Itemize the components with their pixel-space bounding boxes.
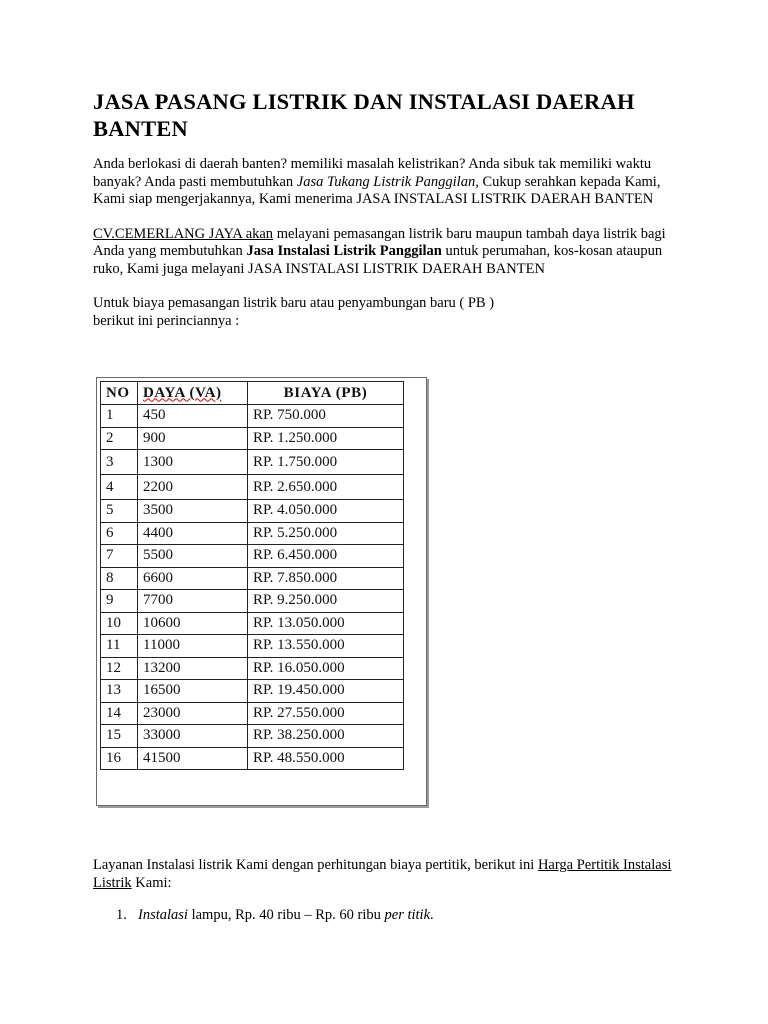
pertitik-link[interactable]: Harga Pertitik Instalasi Listrik bbox=[93, 857, 672, 891]
pertitik-text-1: Layanan Instalasi listrik Kami dengan perhitungan biaya pertitik, berikut ini bbox=[93, 857, 538, 873]
document-body bbox=[93, 88, 673, 330]
cell-daya: 5500 bbox=[138, 545, 248, 568]
intro-text-2: , Cukup serahkan kepada Kami, Kami siap mengerjakannya, Kami menerima JASA INSTALASI LISTRIK DAERAH BANTEN bbox=[93, 173, 661, 207]
cell-biaya: RP. 5.250.000 bbox=[248, 522, 404, 545]
list-item-text-1: lampu, Rp. 40 ribu – Rp. 60 ribu bbox=[187, 907, 385, 923]
cell-no: 10 bbox=[101, 612, 138, 635]
cell-biaya: RP. 16.050.000 bbox=[248, 657, 404, 680]
cell-biaya: RP. 2.650.000 bbox=[248, 475, 404, 500]
company-text-2: untuk perumahan, kos-kosan ataupun ruko, Kami juga melayani JASA INSTALASI LISTRIK DAERAH BANTEN bbox=[93, 243, 663, 277]
table-row bbox=[101, 405, 404, 428]
table-row bbox=[101, 635, 404, 658]
company-link[interactable]: CV.CEMERLANG JAYA akan bbox=[93, 225, 274, 242]
cell-daya: 23000 bbox=[138, 702, 248, 725]
cell-daya: 900 bbox=[138, 427, 248, 450]
list-item bbox=[93, 907, 434, 925]
table-row bbox=[101, 450, 404, 475]
cell-biaya: RP. 9.250.000 bbox=[248, 590, 404, 613]
table-row bbox=[101, 500, 404, 523]
list-item-italic-2: per titik bbox=[384, 907, 431, 923]
page-title: JASA PASANG LISTRIK DAN INSTALASI DAERAH BANTEN bbox=[93, 89, 635, 141]
intro-text-1: Anda berlokasi di daerah banten? memiliki masalah kelistrikan? Anda sibuk tak memiliki waktu banyak? Anda pasti membutuhkan bbox=[93, 156, 652, 190]
intro-italic: Jasa Tukang Listrik Panggilan bbox=[296, 173, 476, 190]
cell-biaya: RP. 48.550.000 bbox=[248, 747, 404, 770]
cell-no: 9 bbox=[101, 590, 138, 613]
cell-no: 6 bbox=[101, 522, 138, 545]
cell-no: 14 bbox=[101, 702, 138, 725]
price-table-image bbox=[96, 377, 427, 806]
cell-daya: 3500 bbox=[138, 500, 248, 523]
cell-biaya: RP. 13.550.000 bbox=[248, 635, 404, 658]
cell-daya: 10600 bbox=[138, 612, 248, 635]
cell-daya: 16500 bbox=[138, 680, 248, 703]
table-row bbox=[101, 567, 404, 590]
table-row bbox=[101, 657, 404, 680]
table-header-row bbox=[101, 382, 404, 405]
cell-biaya: RP. 1.750.000 bbox=[248, 450, 404, 475]
cell-daya: 7700 bbox=[138, 590, 248, 613]
table-row bbox=[101, 702, 404, 725]
cell-no: 11 bbox=[101, 635, 138, 658]
cell-biaya: RP. 7.850.000 bbox=[248, 567, 404, 590]
table-row bbox=[101, 522, 404, 545]
cell-biaya: RP. 4.050.000 bbox=[248, 500, 404, 523]
cell-biaya: RP. 13.050.000 bbox=[248, 612, 404, 635]
price-table bbox=[100, 381, 404, 770]
cell-daya: 4400 bbox=[138, 522, 248, 545]
cell-biaya: RP. 1.250.000 bbox=[248, 427, 404, 450]
table-row bbox=[101, 612, 404, 635]
header-daya bbox=[138, 382, 248, 405]
company-text-1: melayani pemasangan listrik baru maupun tambah daya listrik bagi Anda yang membutuhkan bbox=[93, 225, 666, 259]
cell-biaya: RP. 38.250.000 bbox=[248, 725, 404, 748]
cell-no: 7 bbox=[101, 545, 138, 568]
table-row bbox=[101, 747, 404, 770]
cost-intro-paragraph bbox=[93, 295, 673, 330]
table-row bbox=[101, 427, 404, 450]
pertitik-paragraph bbox=[93, 857, 673, 892]
cell-biaya: RP. 750.000 bbox=[248, 405, 404, 428]
table-row bbox=[101, 725, 404, 748]
cell-biaya: RP. 6.450.000 bbox=[248, 545, 404, 568]
price-table-body bbox=[101, 405, 404, 770]
cell-no: 4 bbox=[101, 475, 138, 500]
cost-intro-line-1: Untuk biaya pemasangan listrik baru atau penyambungan baru ( PB ) bbox=[93, 295, 495, 311]
table-row bbox=[101, 590, 404, 613]
cell-no: 12 bbox=[101, 657, 138, 680]
cell-daya: 1300 bbox=[138, 450, 248, 475]
cell-no: 2 bbox=[101, 427, 138, 450]
cell-no: 3 bbox=[101, 450, 138, 475]
header-no: NO bbox=[101, 382, 138, 405]
cell-no: 8 bbox=[101, 567, 138, 590]
cell-no: 16 bbox=[101, 747, 138, 770]
pertitik-text-2: Kami: bbox=[131, 874, 172, 891]
cell-biaya: RP. 27.550.000 bbox=[248, 702, 404, 725]
list-item-number: 1. bbox=[116, 907, 127, 923]
cell-daya: 41500 bbox=[138, 747, 248, 770]
cost-intro-line-2: berikut ini perinciannya : bbox=[93, 312, 240, 329]
cell-daya: 33000 bbox=[138, 725, 248, 748]
cell-daya: 13200 bbox=[138, 657, 248, 680]
pertitik-list bbox=[93, 907, 434, 925]
company-bold: Jasa Instalasi Listrik Panggilan bbox=[246, 243, 442, 259]
cell-daya: 11000 bbox=[138, 635, 248, 658]
cell-no: 5 bbox=[101, 500, 138, 523]
table-row bbox=[101, 475, 404, 500]
cell-biaya: RP. 19.450.000 bbox=[248, 680, 404, 703]
table-row bbox=[101, 545, 404, 568]
cell-daya: 2200 bbox=[138, 475, 248, 500]
intro-paragraph bbox=[93, 156, 673, 209]
list-item-text-2: . bbox=[430, 907, 434, 923]
cell-no: 15 bbox=[101, 725, 138, 748]
cell-no: 13 bbox=[101, 680, 138, 703]
list-item-italic-1: Instalasi bbox=[138, 907, 188, 923]
cell-daya: 6600 bbox=[138, 567, 248, 590]
header-biaya: BIAYA (PB) bbox=[248, 382, 404, 405]
company-paragraph bbox=[93, 226, 673, 279]
table-row bbox=[101, 680, 404, 703]
cell-daya: 450 bbox=[138, 405, 248, 428]
cell-no: 1 bbox=[101, 405, 138, 428]
header-daya-label: DAYA (VA) bbox=[143, 384, 222, 401]
